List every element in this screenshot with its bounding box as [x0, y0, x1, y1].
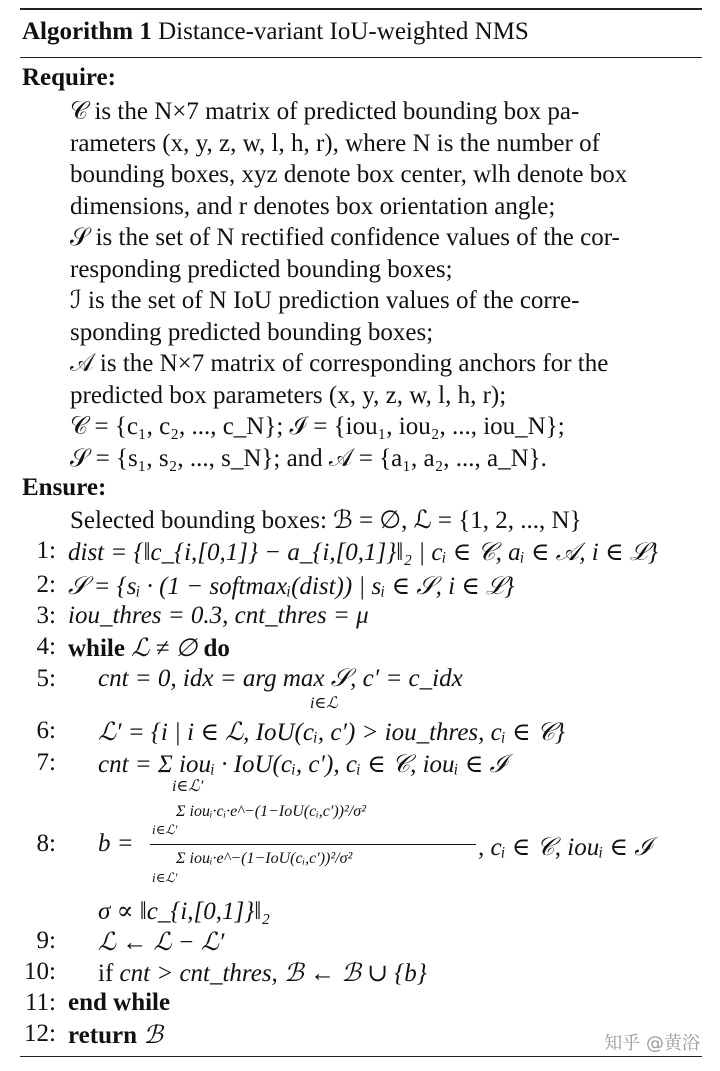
require-line: ℐ is the set of N IoU prediction values of the corre-: [70, 287, 580, 314]
denominator-subscript: i∈ℒ′: [152, 870, 178, 885]
sum-subscript: i∈ℒ′: [172, 778, 204, 795]
algorithm-label: Algorithm 1: [22, 18, 152, 45]
require-text: [70, 96, 702, 474]
step-line: [22, 989, 171, 1020]
step-line: [22, 749, 508, 780]
step-number: 4:: [36, 633, 56, 660]
step-line: [22, 537, 658, 568]
ensure-line: [70, 505, 582, 536]
step-text: cnt > cnt_thres, ℬ ← ℬ ∪ {b}: [119, 960, 427, 987]
keyword-while: while: [68, 635, 125, 662]
step-number: 11:: [24, 989, 56, 1016]
step-line: [22, 896, 270, 927]
step-line: [22, 958, 427, 989]
step-number: 2:: [36, 571, 56, 598]
step-text: dist = {‖c_{i,[0,1]} − a_{i,[0,1]}‖₂ | cᵢ ∈ 𝒞, aᵢ ∈ 𝒜, i ∈ ℒ}: [68, 539, 658, 566]
step-line: [22, 927, 225, 958]
step-line: [22, 571, 515, 602]
step-lhs: b =: [98, 830, 134, 857]
step-line: [22, 602, 369, 633]
step-rhs: , cᵢ ∈ 𝒞, iouᵢ ∈ ℐ: [478, 834, 652, 861]
step-number: 5:: [36, 665, 56, 692]
step-text: ℒ′ = {i | i ∈ ℒ, IoU(cᵢ, c′) > iou_thres, cᵢ ∈ 𝒞}: [98, 719, 565, 746]
ensure-text: Selected bounding boxes: ℬ = ∅, ℒ = {1, 2, ..., N}: [70, 507, 582, 534]
keyword-do: do: [203, 635, 230, 662]
require-line: 𝒮 = {s₁, s₂, ..., s_N}; and 𝒜 = {a₁, a₂, ..., a_N}.: [70, 444, 547, 472]
fraction-bar: [150, 844, 476, 845]
step-line: [22, 633, 230, 664]
step-number: 9:: [36, 927, 56, 954]
require-heading: Require:: [22, 64, 116, 91]
step-number: 10:: [24, 958, 56, 985]
step-text: iou_thres = 0.3, cnt_thres = μ: [68, 602, 369, 629]
bottom-rule: [20, 1056, 702, 1057]
step-text: ℒ ← ℒ − ℒ′: [98, 929, 225, 956]
step-text: ℬ: [143, 1022, 163, 1049]
step-number: 8:: [36, 830, 56, 857]
step-number: 6:: [36, 717, 56, 744]
step-number: 7:: [36, 749, 56, 776]
step-text: cnt = Σ iouᵢ · IoU(cᵢ, c′), cᵢ ∈ 𝒞, iouᵢ ∈ ℐ: [98, 751, 508, 778]
argmax-subscript: i∈ℒ: [310, 695, 338, 712]
step-text: σ ∝ ‖c_{i,[0,1]}‖₂: [98, 898, 270, 925]
step-number: 12:: [24, 1020, 56, 1047]
keyword-if: if: [98, 960, 114, 987]
require-line: responding predicted bounding boxes;: [70, 255, 453, 283]
fraction-numerator: Σ iouᵢ·cᵢ·e^−(1−IoU(cᵢ,c′))²/σ²: [176, 803, 366, 820]
step-line: [22, 717, 565, 748]
step-text: cnt = 0, idx = arg max 𝒮, c′ = c_idx: [98, 665, 463, 692]
step-line: [22, 830, 134, 861]
title-rule: [20, 57, 702, 58]
require-line: 𝒞 is the N×7 matrix of predicted bounding box pa-: [70, 98, 580, 125]
require-line: 𝒜 is the N×7 matrix of corresponding anchors for the: [70, 350, 609, 377]
require-line: rameters (x, y, z, w, l, h, r), where N is the number of: [70, 129, 600, 157]
step-line: [22, 1020, 163, 1051]
require-line: 𝒞 = {c₁, c₂, ..., c_N}; ℐ = {iou₁, iou₂, ..., iou_N};: [70, 413, 565, 440]
step-text: 𝒮 = {sᵢ · (1 − softmaxᵢ(dist)) | sᵢ ∈ 𝒮, i ∈ ℒ}: [68, 573, 515, 600]
algorithm-name: Distance-variant IoU-weighted NMS: [158, 18, 529, 45]
require-line: dimensions, and r denotes box orientation angle;: [70, 192, 556, 220]
step-line: [22, 665, 463, 696]
keyword-end-while: end while: [68, 989, 171, 1016]
require-line: bounding boxes, xyz denote box center, wlh denote box: [70, 161, 628, 188]
require-line: sponding predicted bounding boxes;: [70, 318, 434, 346]
step-text: ℒ ≠ ∅: [131, 635, 198, 662]
ensure-heading: Ensure:: [22, 474, 107, 501]
require-line: 𝒮 is the set of N rectified confidence values of the cor-: [70, 224, 620, 251]
top-rule: [20, 8, 702, 10]
numerator-subscript: i∈ℒ′: [152, 822, 178, 837]
watermark: 知乎 @黄浴: [604, 1033, 700, 1054]
fraction-denominator: Σ iouᵢ·e^−(1−IoU(cᵢ,c′))²/σ²: [176, 850, 353, 867]
keyword-return: return: [68, 1022, 137, 1049]
step-number: 3:: [36, 602, 56, 629]
step-number: 1:: [36, 537, 56, 564]
require-line: predicted box parameters (x, y, z, w, l, h, r);: [70, 381, 507, 409]
algorithm-title: [22, 18, 529, 46]
